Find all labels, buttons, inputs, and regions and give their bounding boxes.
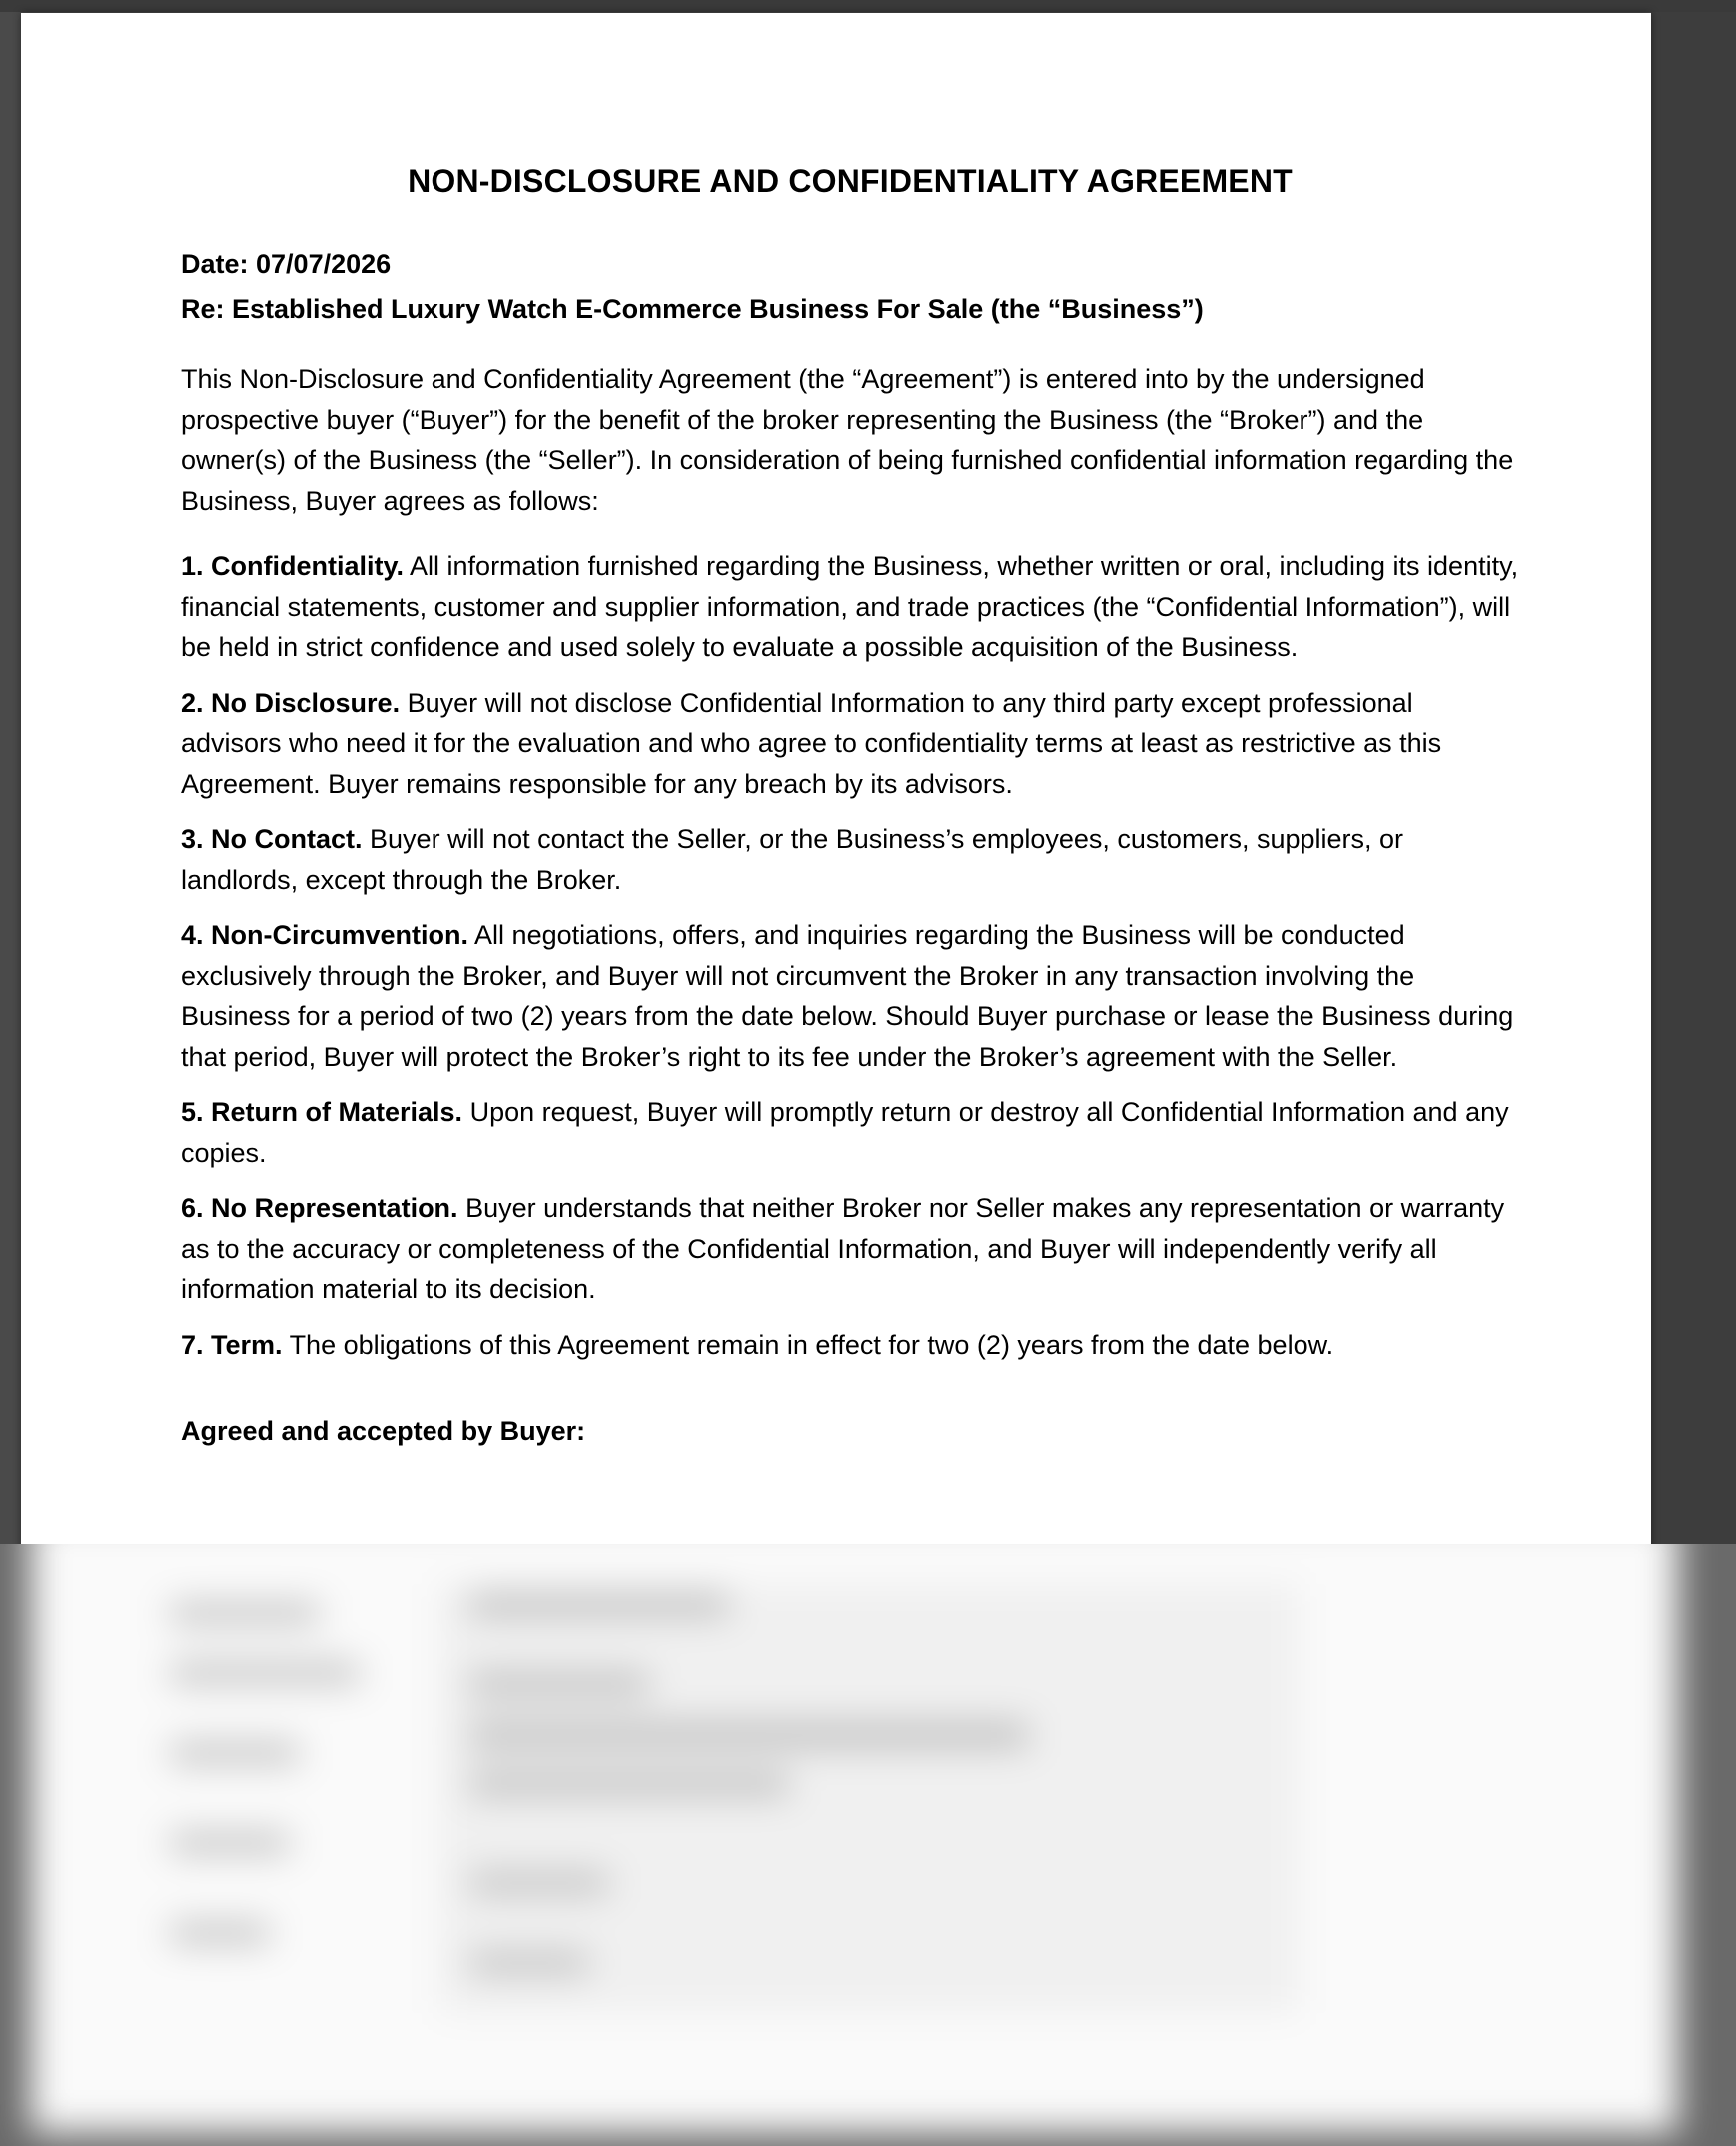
blurred-signature-box	[439, 1584, 1299, 2013]
clause-heading: 5. Return of Materials.	[181, 1097, 463, 1127]
intro-paragraph: This Non-Disclosure and Confidentiality Agreement (the “Agreement”) is entered into by the undersigned prospective buyer (“Buyer”) for the benefit of the broker representing the Business (the “Broker”) and the owner(s) of the Business (the “Seller”). In consideration of being furnished confidential information regarding the Business, Buyer agrees as follows:	[181, 364, 1514, 516]
document-content	[181, 163, 1519, 1451]
blurred-value	[469, 1873, 609, 1893]
date-line: Date: 07/07/2026	[181, 249, 392, 279]
clause-heading: 2. No Disclosure.	[181, 687, 401, 718]
clause-text: Buyer understands that neither Broker nor Seller makes any representation or warranty as to the accuracy or completeness of the Confidential Information, and Buyer will independently verify all information material to its decision.	[181, 1193, 1505, 1304]
clause-no-representation	[181, 1188, 1519, 1310]
clause-text: Buyer will not contact the Seller, or the Business’s employees, customers, suppliers, or landlords, except through the Broker.	[181, 824, 1404, 895]
clause-confidentiality	[181, 546, 1519, 668]
blurred-value	[469, 1723, 1029, 1747]
blurred-label	[170, 1833, 290, 1853]
blur-layer	[0, 1544, 1736, 2146]
blurred-label	[170, 1743, 300, 1763]
clause-no-contact	[181, 819, 1519, 900]
blurred-value	[469, 1773, 789, 1795]
clause-heading: 6. No Representation.	[181, 1193, 458, 1223]
blurred-value	[469, 1594, 729, 1615]
viewer-top-bar	[0, 0, 1736, 12]
clause-term	[181, 1325, 1519, 1366]
clause-heading: 3. No Contact.	[181, 824, 363, 854]
clause-return-of-materials	[181, 1092, 1519, 1173]
blurred-value	[469, 1673, 649, 1695]
clause-no-disclosure	[181, 683, 1519, 805]
clause-text: All information furnished regarding the Business, whether written or oral, including its identity, financial statements, customer and supplier information, and trade practices (the “Confidential Information”), will be held in strict confidence and used solely to evaluate a possible acquisition of the Business.	[181, 551, 1519, 662]
document-title: NON-DISCLOSURE AND CONFIDENTIALITY AGREEMENT	[408, 163, 1293, 199]
clause-heading: 1. Confidentiality.	[181, 551, 405, 581]
blurred-label	[170, 1663, 360, 1683]
clause-text: All negotiations, offers, and inquiries regarding the Business will be conducted exclusively through the Broker, and Buyer will not circumvent the Broker in any transaction involving the Business for a period of two (2) years from the date below. Should Buyer purchase or lease the Business during that period, Buyer will protect the Broker’s right to its fee under the Broker’s agreement with the Seller.	[181, 920, 1514, 1072]
clause-non-circumvention	[181, 915, 1519, 1077]
viewer-right-gutter	[1651, 12, 1736, 1610]
clause-heading: 4. Non-Circumvention.	[181, 920, 469, 950]
document-page	[21, 13, 1651, 1592]
blurred-label	[170, 1604, 320, 1623]
re-line: Re: Established Luxury Watch E-Commerce Business For Sale (the “Business”)	[181, 294, 1204, 324]
clause-text: The obligations of this Agreement remain in effect for two (2) years from the date below.	[289, 1329, 1334, 1360]
clause-heading: 7. Term.	[181, 1329, 283, 1360]
blurred-label	[170, 1923, 270, 1943]
clause-text: Buyer will not disclose Confidential Information to any third party except professional advisors who need it for the evaluation and who agree to confidentiality terms at least as restrictive as this Agreement. Buyer remains responsible for any breach by its advisors.	[181, 687, 1442, 799]
signature-heading: Agreed and accepted by Buyer:	[181, 1416, 586, 1446]
blurred-value	[469, 1953, 589, 1973]
clause-text: Upon request, Buyer will promptly return or destroy all Confidential Information and any copies.	[181, 1097, 1509, 1168]
blurred-signature-area	[0, 1544, 1736, 2146]
